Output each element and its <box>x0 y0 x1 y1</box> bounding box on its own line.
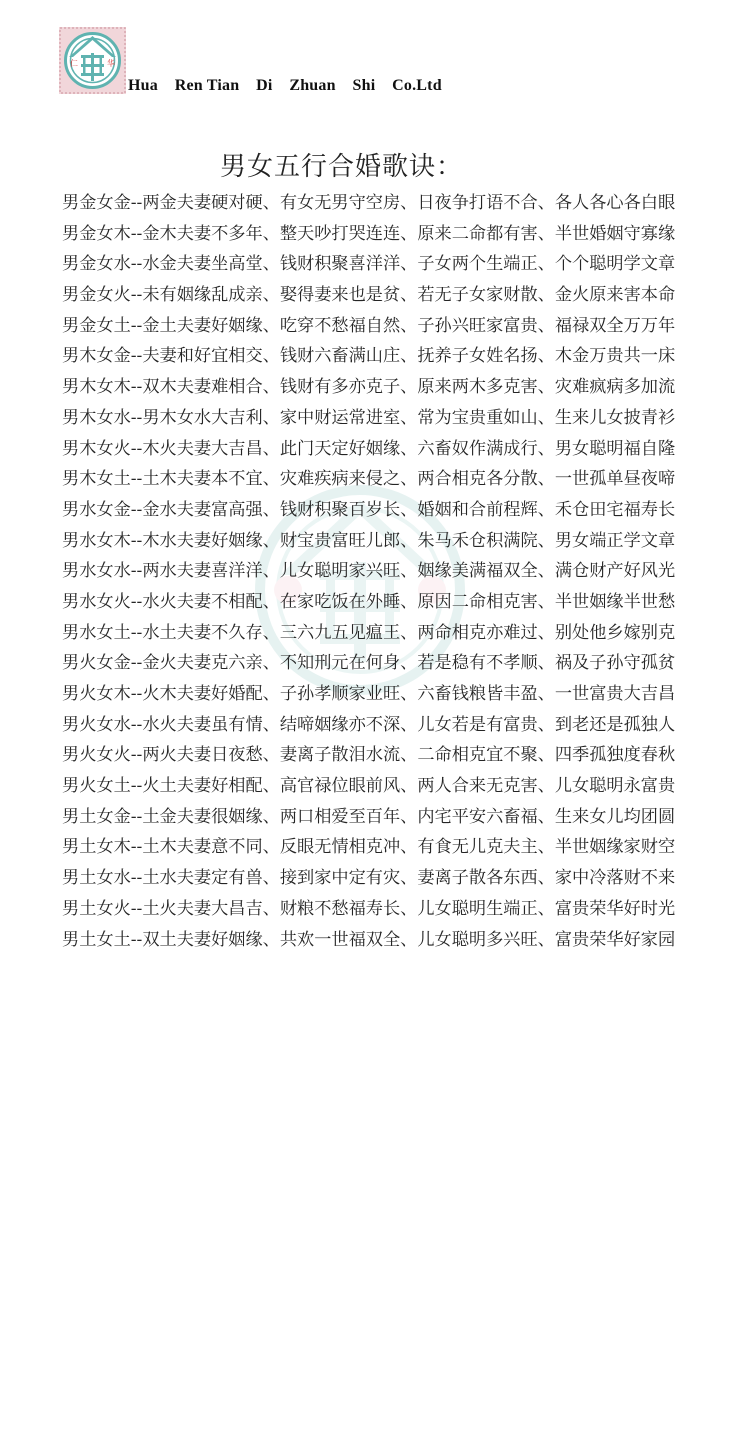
verse-line: 男土女火--土火夫妻大昌吉、财粮不愁福寿长、儿女聪明生端正、富贵荣华好时光 <box>62 898 676 919</box>
verse-line: 男火女水--水火夫妻虽有情、结啼姻缘亦不深、儿女若是有富贵、到老还是孤独人 <box>62 714 676 735</box>
verse-line: 男土女土--双土夫妻好姻缘、共欢一世福双全、儿女聪明多兴旺、富贵荣华好家园 <box>62 929 676 950</box>
verse-line: 男水女金--金水夫妻富高强、钱财积聚百岁长、婚姻和合前程辉、禾仓田宅福寿长 <box>62 499 676 520</box>
verse-line: 男金女木--金木夫妻不多年、整天吵打哭连连、原来二命都有害、半世婚姻守寡缘 <box>62 223 676 244</box>
verse-line: 男水女木--木水夫妻好姻缘、财宝贵富旺儿郎、朱马禾仓积满院、男女端正学文章 <box>62 530 676 551</box>
logo-char-right: 华 <box>107 59 115 68</box>
verse-line: 男金女土--金土夫妻好姻缘、吃穿不愁福自然、子孙兴旺家富贵、福禄双全万万年 <box>62 315 676 336</box>
verse-line: 男木女金--夫妻和好宜相交、钱财六畜满山庄、抚养子女姓名扬、木金万贵共一床 <box>62 346 676 367</box>
verse-line: 男火女土--火土夫妻好相配、高官禄位眼前风、两人合来无克害、儿女聪明永富贵 <box>62 776 676 797</box>
verse-line: 男土女水--土水夫妻定有兽、接到家中定有灾、妻离子散各东西、家中冷落财不来 <box>62 868 676 889</box>
verse-line: 男土女金--土金夫妻很姻缘、两口相爱至百年、内宅平安六畜福、生来女儿均团圆 <box>62 806 676 827</box>
logo-emblem-icon <box>59 27 126 94</box>
verse-line: 男金女火--未有姻缘乱成亲、娶得妻来也是贫、若无子女家财散、金火原来害本命 <box>62 285 676 306</box>
verse-line: 男火女金--金火夫妻克六亲、不知刑元在何身、若是稳有不孝顺、祸及子孙守孤贫 <box>62 653 676 674</box>
page-title: 男女五行合婚歌诀： <box>220 152 464 182</box>
verse-list <box>62 192 682 959</box>
verse-line: 男火女木--火木夫妻好婚配、子孙孝顺家业旺、六畜钱粮皆丰盈、一世富贵大吉昌 <box>62 684 676 704</box>
verse-line: 男木女火--木火夫妻大吉昌、此门天定好姻缘、六畜奴作满成行、男女聪明福自隆 <box>62 438 676 459</box>
company-name: Hua Ren Tian Di Zhuan Shi Co.Ltd <box>128 77 442 94</box>
verse-line: 男水女土--水土夫妻不久存、三六九五见瘟王、两命相克亦难过、别处他乡嫁别克 <box>62 622 676 643</box>
verse-line: 男木女土--土木夫妻本不宜、灾难疾病来侵之、两合相克各分散、一世孤单昼夜啼 <box>62 469 676 490</box>
verse-line: 男金女水--水金夫妻坐高堂、钱财积聚喜洋洋、子女两个生端正、个个聪明学文章 <box>62 254 676 275</box>
verse-line: 男水女火--水火夫妻不相配、在家吃饭在外睡、原因二命相克害、半世姻缘半世愁 <box>62 591 676 612</box>
company-logo <box>59 27 126 94</box>
verse-line: 男火女火--两火夫妻日夜愁、妻离子散泪水流、二命相克宜不聚、四季孤独度春秋 <box>62 745 676 766</box>
verse-line: 男木女水--男木女水大吉利、家中财运常进室、常为宝贵重如山、生来儿女披青衫 <box>62 407 676 428</box>
verse-line: 男木女木--双木夫妻难相合、钱财有多亦克子、原来两木多克害、灾难疯病多加流 <box>62 377 676 398</box>
logo-char-left: 仁 <box>70 59 78 68</box>
verse-line: 男土女木--土木夫妻意不同、反眼无情相克冲、有食无儿克夫主、半世姻缘家财空 <box>62 837 676 858</box>
verse-line: 男水女水--两水夫妻喜洋洋、儿女聪明家兴旺、姻缘美满福双全、满仓财产好风光 <box>62 561 676 582</box>
verse-line: 男金女金--两金夫妻硬对硬、有女无男守空房、日夜争打语不合、各人各心各白眼 <box>62 193 676 213</box>
